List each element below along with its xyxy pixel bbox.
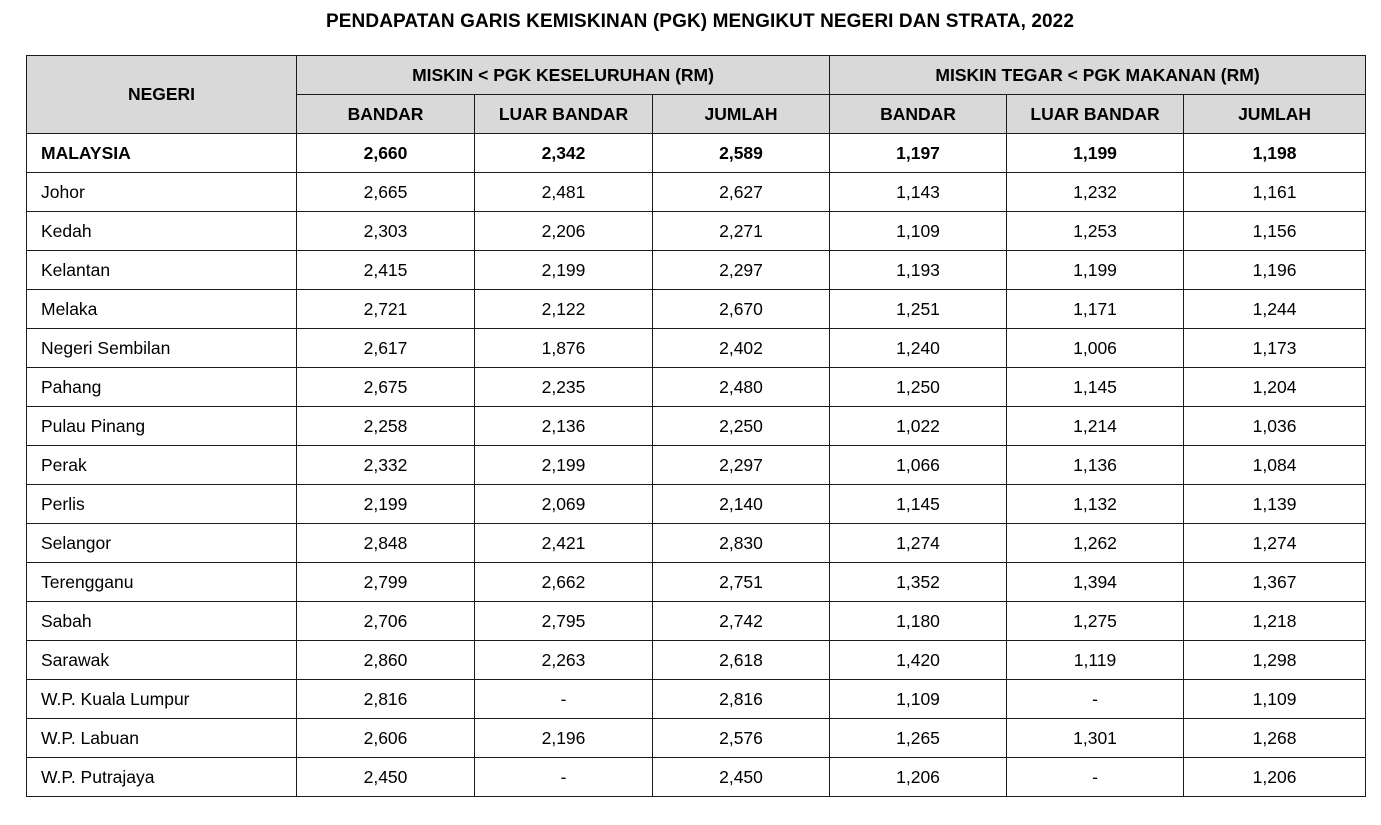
state-name-cell: Sarawak [27,641,297,680]
table-row [27,563,1366,602]
value-cell: 2,751 [653,563,830,602]
value-cell: 2,235 [475,368,653,407]
value-cell: 1,274 [830,524,1007,563]
state-name-cell: Kelantan [27,251,297,290]
header-group-pgk-keseluruhan: MISKIN < PGK KESELURUHAN (RM) [297,56,830,95]
value-cell: 2,199 [475,446,653,485]
value-cell: 1,145 [1007,368,1184,407]
value-cell: 2,481 [475,173,653,212]
value-cell: 1,420 [830,641,1007,680]
value-cell: 2,589 [653,134,830,173]
header-col: LUAR BANDAR [475,95,653,134]
value-cell: 2,271 [653,212,830,251]
value-cell: 2,140 [653,485,830,524]
value-cell: 1,066 [830,446,1007,485]
value-cell: 1,119 [1007,641,1184,680]
value-cell: 2,662 [475,563,653,602]
table-row [27,680,1366,719]
state-name-cell: Selangor [27,524,297,563]
value-cell: 1,173 [1184,329,1366,368]
table-row [27,173,1366,212]
value-cell: 1,232 [1007,173,1184,212]
value-cell: 1,394 [1007,563,1184,602]
table-row [27,446,1366,485]
value-cell: 2,721 [297,290,475,329]
state-name-cell: W.P. Putrajaya [27,758,297,797]
table-row [27,641,1366,680]
state-name-cell: W.P. Labuan [27,719,297,758]
value-cell: 2,297 [653,446,830,485]
value-cell: 1,171 [1007,290,1184,329]
value-cell: 2,303 [297,212,475,251]
table-row-total [27,134,1366,173]
header-col: BANDAR [297,95,475,134]
value-cell: 2,848 [297,524,475,563]
value-cell: 2,297 [653,251,830,290]
table-row [27,524,1366,563]
value-cell: 1,139 [1184,485,1366,524]
table-row [27,329,1366,368]
value-cell: 1,214 [1007,407,1184,446]
state-name-cell: Negeri Sembilan [27,329,297,368]
value-cell: 1,161 [1184,173,1366,212]
value-cell: 2,196 [475,719,653,758]
header-negeri: NEGERI [27,56,297,134]
table-row [27,407,1366,446]
value-cell: 1,268 [1184,719,1366,758]
value-cell: 2,199 [297,485,475,524]
value-cell: 1,109 [830,680,1007,719]
value-cell: 1,352 [830,563,1007,602]
value-cell: 1,367 [1184,563,1366,602]
value-cell: 1,298 [1184,641,1366,680]
value-cell: 2,199 [475,251,653,290]
table-row [27,290,1366,329]
value-cell: 2,665 [297,173,475,212]
header-col: JUMLAH [1184,95,1366,134]
value-cell: 2,675 [297,368,475,407]
value-cell: 2,860 [297,641,475,680]
value-cell: 2,263 [475,641,653,680]
value-cell: 2,816 [297,680,475,719]
value-cell: 2,415 [297,251,475,290]
value-cell: 1,251 [830,290,1007,329]
value-cell: 1,265 [830,719,1007,758]
value-cell: 2,795 [475,602,653,641]
state-name-cell: Pulau Pinang [27,407,297,446]
table-row [27,368,1366,407]
value-cell: 2,332 [297,446,475,485]
table-body [27,134,1366,797]
value-cell: 2,830 [653,524,830,563]
value-cell: 1,022 [830,407,1007,446]
value-cell: 1,199 [1007,134,1184,173]
value-cell: 1,196 [1184,251,1366,290]
value-cell: 1,084 [1184,446,1366,485]
table-row [27,719,1366,758]
value-cell: 2,342 [475,134,653,173]
value-cell: 1,240 [830,329,1007,368]
value-cell: 2,421 [475,524,653,563]
value-cell: 2,136 [475,407,653,446]
value-cell: 1,206 [830,758,1007,797]
value-cell: 1,206 [1184,758,1366,797]
value-cell: 2,660 [297,134,475,173]
value-cell: 1,156 [1184,212,1366,251]
value-cell: - [475,680,653,719]
state-name-cell: Sabah [27,602,297,641]
value-cell: 1,244 [1184,290,1366,329]
value-cell: 2,576 [653,719,830,758]
value-cell: 2,627 [653,173,830,212]
state-name-cell: Perlis [27,485,297,524]
value-cell: 1,204 [1184,368,1366,407]
state-name-cell: Pahang [27,368,297,407]
value-cell: 1,109 [1184,680,1366,719]
value-cell: 2,122 [475,290,653,329]
value-cell: 2,250 [653,407,830,446]
state-name-cell: MALAYSIA [27,134,297,173]
value-cell: 1,193 [830,251,1007,290]
value-cell: 1,262 [1007,524,1184,563]
value-cell: 1,301 [1007,719,1184,758]
value-cell: 1,109 [830,212,1007,251]
value-cell: 2,742 [653,602,830,641]
value-cell: 2,617 [297,329,475,368]
value-cell: 1,180 [830,602,1007,641]
page-title: PENDAPATAN GARIS KEMISKINAN (PGK) MENGIKUT NEGERI DAN STRATA, 2022 [326,11,1074,32]
value-cell: 2,706 [297,602,475,641]
pgk-table [26,55,1366,797]
value-cell: 2,799 [297,563,475,602]
value-cell: 1,275 [1007,602,1184,641]
value-cell: 1,036 [1184,407,1366,446]
value-cell: 2,618 [653,641,830,680]
header-col: JUMLAH [653,95,830,134]
value-cell: 1,143 [830,173,1007,212]
table-row [27,251,1366,290]
value-cell: 1,136 [1007,446,1184,485]
value-cell: 1,199 [1007,251,1184,290]
state-name-cell: Johor [27,173,297,212]
state-name-cell: W.P. Kuala Lumpur [27,680,297,719]
value-cell: 2,670 [653,290,830,329]
value-cell: 2,069 [475,485,653,524]
table-row [27,485,1366,524]
value-cell: 2,606 [297,719,475,758]
value-cell: 2,402 [653,329,830,368]
value-cell: 2,206 [475,212,653,251]
value-cell: 1,198 [1184,134,1366,173]
value-cell: - [1007,680,1184,719]
value-cell: 2,258 [297,407,475,446]
header-col: BANDAR [830,95,1007,134]
value-cell: 2,480 [653,368,830,407]
value-cell: - [1007,758,1184,797]
state-name-cell: Kedah [27,212,297,251]
state-name-cell: Terengganu [27,563,297,602]
table-row [27,758,1366,797]
value-cell: 2,816 [653,680,830,719]
state-name-cell: Perak [27,446,297,485]
value-cell: 2,450 [653,758,830,797]
value-cell: 1,876 [475,329,653,368]
value-cell: 2,450 [297,758,475,797]
value-cell: 1,218 [1184,602,1366,641]
value-cell: 1,006 [1007,329,1184,368]
header-group-pgk-makanan: MISKIN TEGAR < PGK MAKANAN (RM) [830,56,1366,95]
value-cell: 1,253 [1007,212,1184,251]
value-cell: 1,145 [830,485,1007,524]
value-cell: 1,197 [830,134,1007,173]
header-col: LUAR BANDAR [1007,95,1184,134]
table-row [27,212,1366,251]
value-cell: - [475,758,653,797]
value-cell: 1,274 [1184,524,1366,563]
table-row [27,602,1366,641]
value-cell: 1,250 [830,368,1007,407]
value-cell: 1,132 [1007,485,1184,524]
state-name-cell: Melaka [27,290,297,329]
